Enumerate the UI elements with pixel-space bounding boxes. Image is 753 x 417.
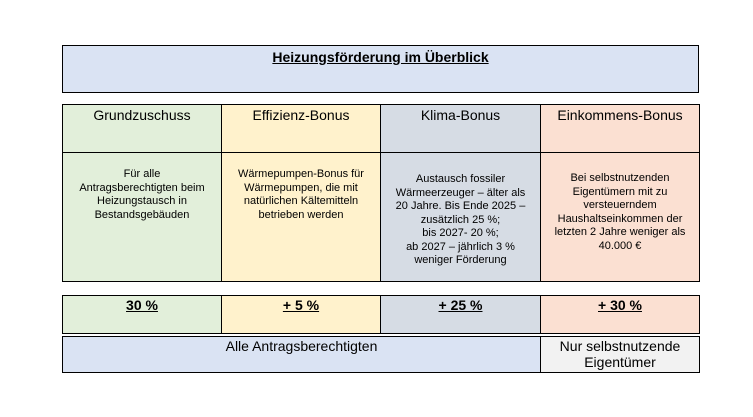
bonus-overview-table xyxy=(62,104,700,282)
heading-effizienz-bonus: Effizienz-Bonus xyxy=(222,105,381,153)
heading-row xyxy=(63,105,700,153)
rate-row xyxy=(63,296,700,334)
description-cell-klima-bonus xyxy=(381,153,541,282)
description-einkommens-bonus: Bei selbstnutzenden Eigentümern mit zu versteuerndem Haushaltseinkommen der letzten 2 Jahre weniger als 40.000 € xyxy=(554,172,686,252)
eligibility-row xyxy=(63,337,700,373)
page-title: Heizungsförderung im Überblick xyxy=(272,49,489,65)
rate-klima-bonus: + 25 % xyxy=(381,296,541,334)
rate-grundzuschuss: 30 % xyxy=(63,296,222,334)
rate-table xyxy=(62,295,700,334)
eligibility-all: Alle Antragsberechtigten xyxy=(63,337,541,373)
description-cell-effizienz-bonus xyxy=(222,153,381,282)
heading-grundzuschuss: Grundzuschuss xyxy=(63,105,222,153)
description-klima-bonus: Austausch fossiler Wärmeerzeuger – älter als 20 Jahre. Bis Ende 2025 – zusätzlich 25 %; bis 2027- 20 %; ab 2027 – jährlich 3 % weniger Förderung xyxy=(395,173,526,266)
rate-einkommens-bonus: + 30 % xyxy=(541,296,700,334)
eligibility-owners: Nur selbstnutzende Eigentümer xyxy=(541,337,700,373)
description-row xyxy=(63,153,700,282)
description-cell-grundzuschuss xyxy=(63,153,222,282)
title-box xyxy=(62,45,699,93)
description-effizienz-bonus: Wärmepumpen-Bonus für Wärmepumpen, die mit natürlichen Kältemitteln betrieben werden xyxy=(238,168,364,221)
description-grundzuschuss: Für alle Antragsberechtigten beim Heizungstausch in Bestandsgebäuden xyxy=(79,168,205,221)
heading-einkommens-bonus: Einkommens-Bonus xyxy=(541,105,700,153)
eligibility-table xyxy=(62,336,700,373)
rate-effizienz-bonus: + 5 % xyxy=(222,296,381,334)
heading-klima-bonus: Klima-Bonus xyxy=(381,105,541,153)
description-cell-einkommens-bonus xyxy=(541,153,700,282)
